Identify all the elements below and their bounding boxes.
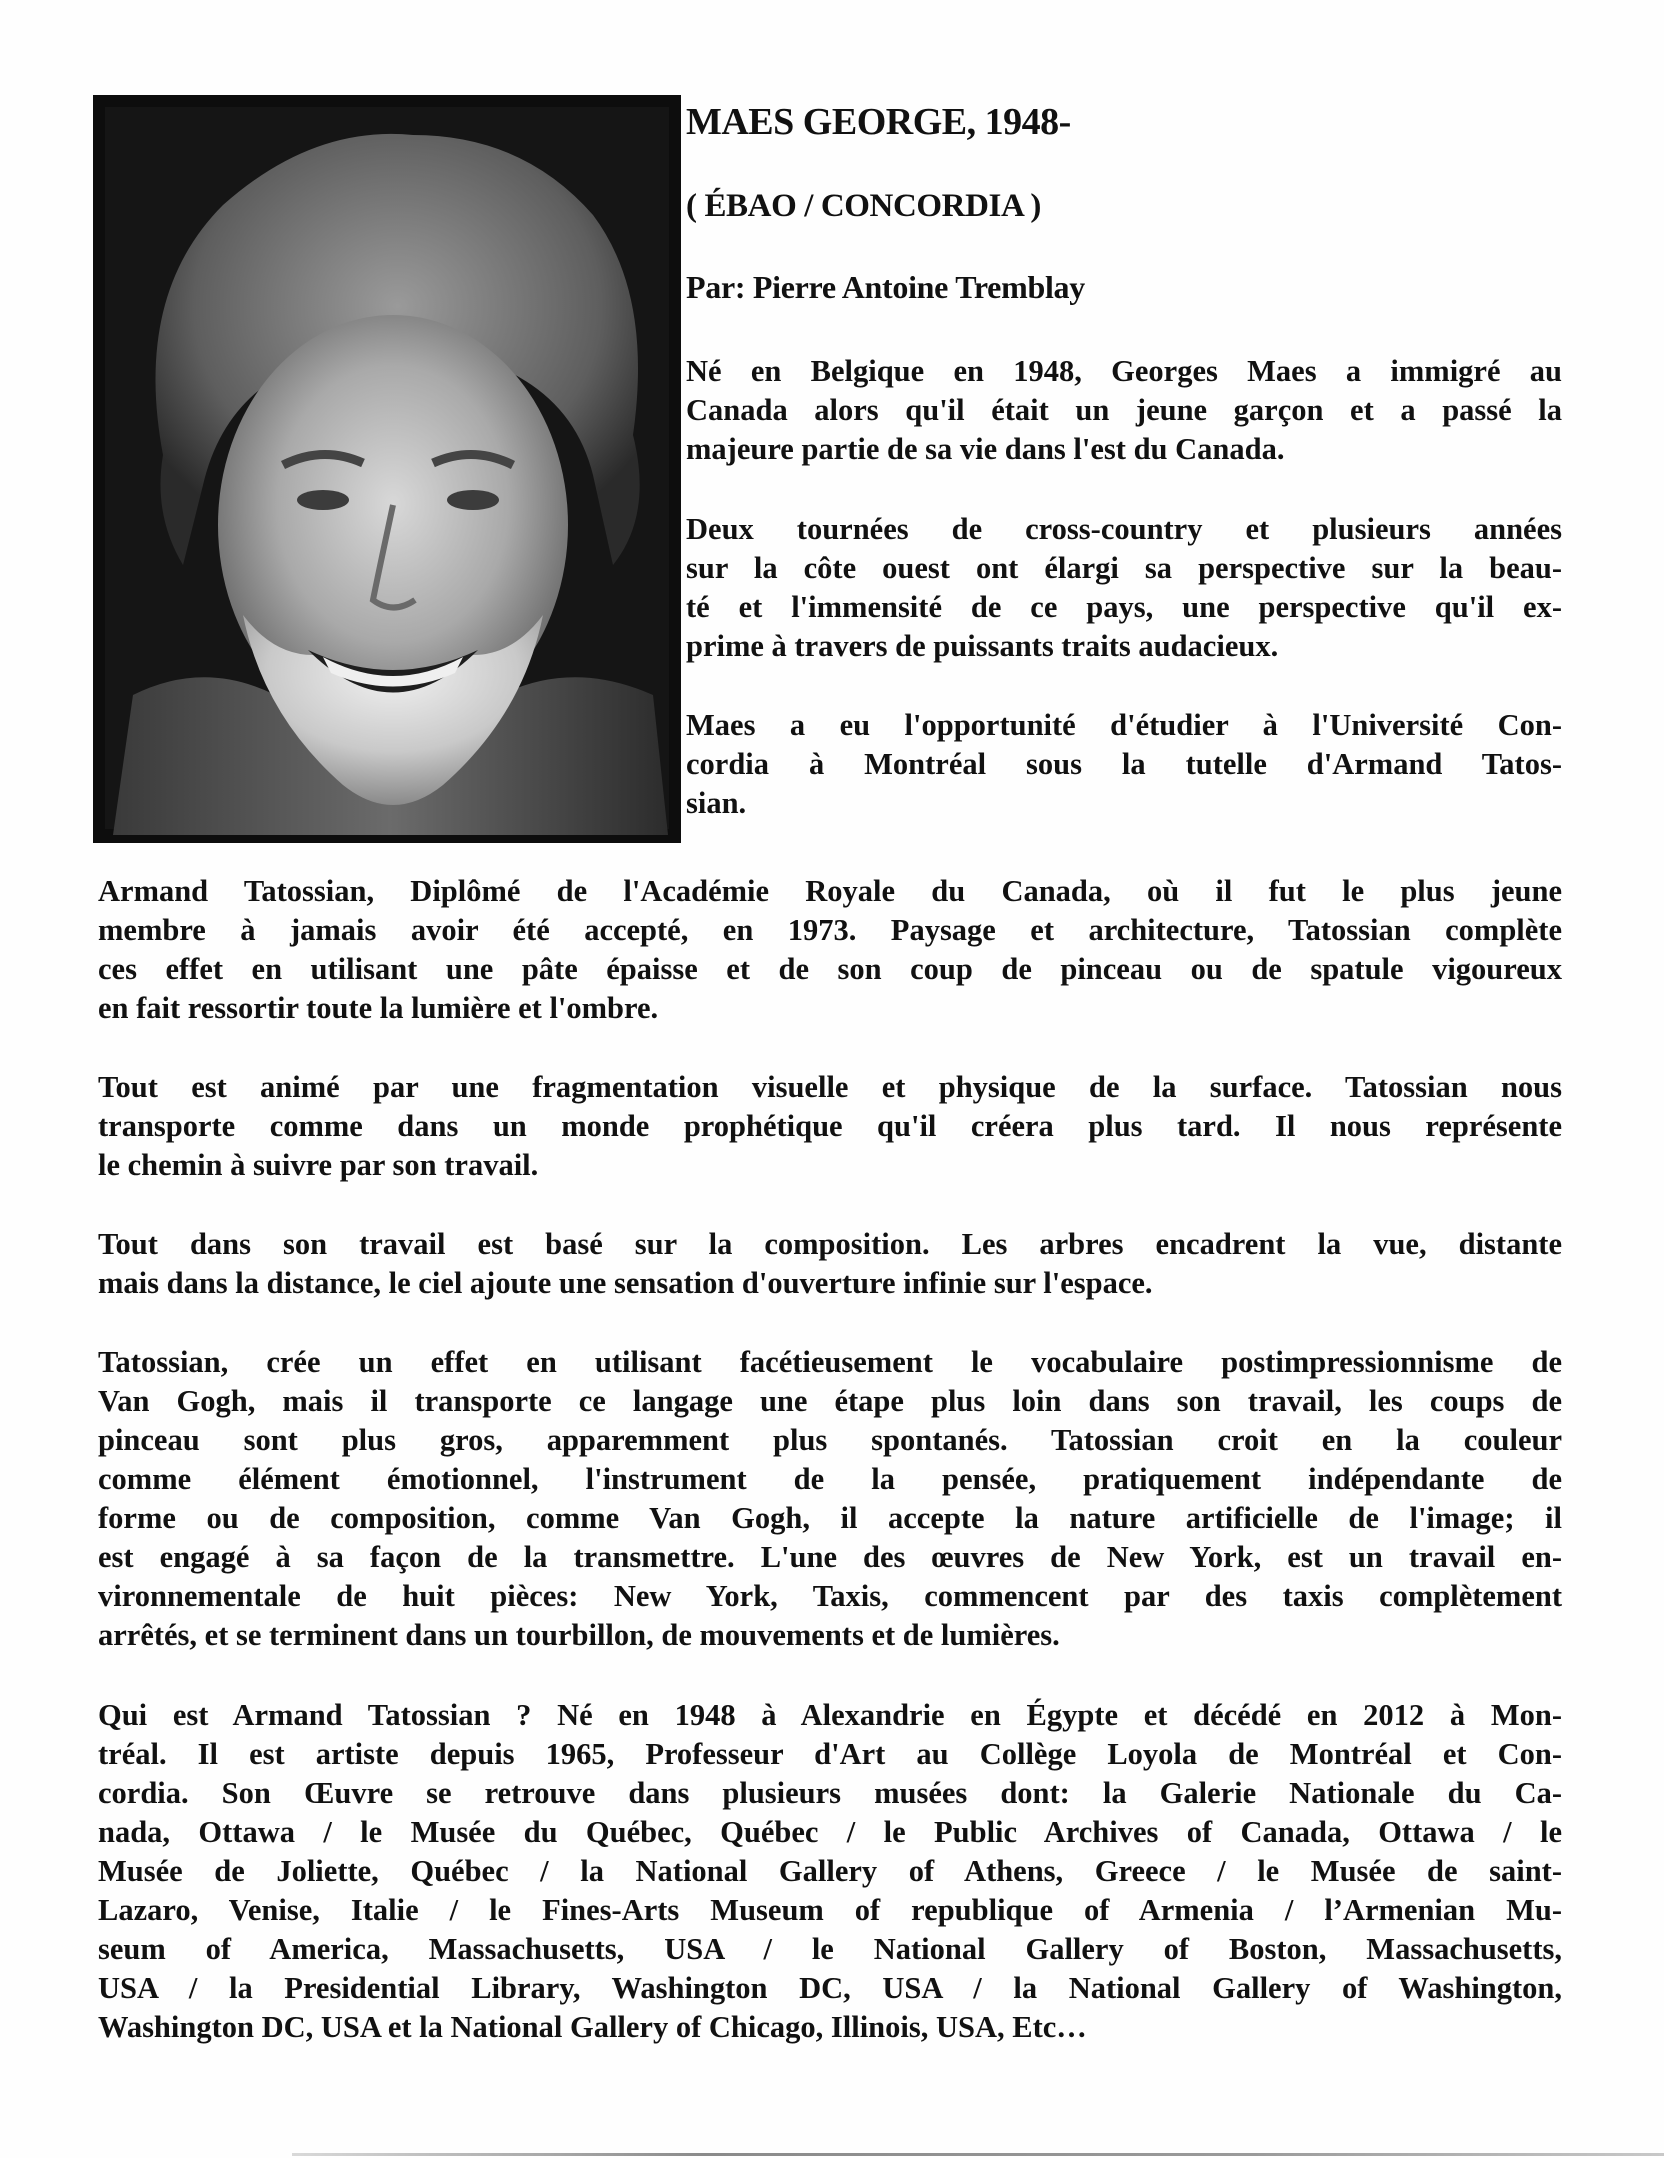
portrait-photo-icon	[93, 95, 681, 843]
text-line: sian.	[686, 786, 747, 820]
paragraph-who-is-tatossian	[98, 1696, 1562, 2047]
text-line: Maes a eu l'opportunité d'étudier à l'Université Con-	[686, 708, 1562, 742]
text-line: Qui est Armand Tatossian ? Né en 1948 à Alexandrie en Égypte et décédé en 2012 à Mon-	[98, 1698, 1562, 1732]
text-line: mais dans la distance, le ciel ajoute une sensation d'ouverture infinie sur l'espace.	[98, 1266, 1153, 1300]
text-line: Tout est animé par une fragmentation visuelle et physique de la surface. Tatossian nous	[98, 1070, 1562, 1104]
text-line: arrêtés, et se terminent dans un tourbillon, de mouvements et de lumières.	[98, 1618, 1060, 1652]
text-line: en fait ressortir toute la lumière et l'ombre.	[98, 991, 659, 1025]
text-line: Washington DC, USA et la National Gallery of Chicago, Illinois, USA, Etc…	[98, 2010, 1087, 2044]
text-line: seum of America, Massachusetts, USA / le National Gallery of Boston, Massachusetts,	[98, 1932, 1562, 1966]
text-line: tréal. Il est artiste depuis 1965, Professeur d'Art au Collège Loyola de Montréal et Con-	[98, 1737, 1562, 1771]
paragraph-van-gogh	[98, 1343, 1562, 1655]
text-line: Armand Tatossian, Diplômé de l'Académie Royale du Canada, où il fut le plus jeune	[98, 874, 1562, 908]
text-line: Van Gogh, mais il transporte ce langage une étape plus loin dans son travail, les coups de	[98, 1384, 1562, 1418]
text-line: ces effet en utilisant une pâte épaisse et de son coup de pinceau ou de spatule vigoureux	[98, 952, 1562, 986]
paragraph-composition	[98, 1225, 1562, 1303]
text-line: membre à jamais avoir été accepté, en 1973. Paysage et architecture, Tatossian complète	[98, 913, 1562, 947]
text-line: Tatossian, crée un effet en utilisant facétieusement le vocabulaire postimpressionnisme de	[98, 1345, 1562, 1379]
text-line: est engagé à sa façon de la transmettre. L'une des œuvres de New York, est un travail en-	[98, 1540, 1562, 1574]
text-line: nada, Ottawa / le Musée du Québec, Québec / le Public Archives of Canada, Ottawa / le	[98, 1815, 1562, 1849]
text-line: prime à travers de puissants traits audacieux.	[686, 629, 1279, 663]
paragraph-fragmentation	[98, 1068, 1562, 1185]
paragraph-studies	[686, 706, 1562, 823]
text-line: Lazaro, Venise, Italie / le Fines-Arts Museum of republique of Armenia / l’Armenian Mu-	[98, 1893, 1562, 1927]
page-title: MAES GEORGE, 1948-	[686, 101, 1071, 143]
text-line: USA / la Presidential Library, Washington DC, USA / la National Gallery of Washington,	[98, 1971, 1562, 2005]
text-line: té et l'immensité de ce pays, une perspective qu'il ex-	[686, 590, 1562, 624]
text-line: le chemin à suivre par son travail.	[98, 1148, 539, 1182]
paragraph-birth	[686, 352, 1562, 469]
portrait-photo	[93, 95, 681, 843]
text-line: Canada alors qu'il était un jeune garçon et a passé la	[686, 393, 1562, 427]
text-line: majeure partie de sa vie dans l'est du Canada.	[686, 432, 1285, 466]
text-line: Deux tournées de cross-country et plusieurs années	[686, 512, 1562, 546]
text-line: vironnementale de huit pièces: New York, Taxis, commencent par des taxis complètement	[98, 1579, 1562, 1613]
text-line: transporte comme dans un monde prophétique qu'il créera plus tard. Il nous représente	[98, 1109, 1562, 1143]
text-line: cordia. Son Œuvre se retrouve dans plusieurs musées dont: la Galerie Nationale du Ca-	[98, 1776, 1562, 1810]
text-line: Musée de Joliette, Québec / la National Gallery of Athens, Greece / le Musée de saint-	[98, 1854, 1562, 1888]
text-line: cordia à Montréal sous la tutelle d'Armand Tatos-	[686, 747, 1562, 781]
page-subtitle: ( ÉBAO / CONCORDIA )	[686, 188, 1042, 224]
text-line: Né en Belgique en 1948, Georges Maes a immigré au	[686, 354, 1562, 388]
text-line: sur la côte ouest ont élargi sa perspective sur la beau-	[686, 551, 1562, 585]
text-line: comme élément émotionnel, l'instrument de la pensée, pratiquement indépendante de	[98, 1462, 1562, 1496]
scan-edge-divider	[292, 2153, 1664, 2156]
text-line: forme ou de composition, comme Van Gogh, il accepte la nature artificielle de l'image; il	[98, 1501, 1562, 1535]
author-line: Par: Pierre Antoine Tremblay	[686, 269, 1085, 305]
text-line: Tout dans son travail est basé sur la composition. Les arbres encadrent la vue, distante	[98, 1227, 1562, 1261]
text-line: pinceau sont plus gros, apparemment plus spontanés. Tatossian croit en la couleur	[98, 1423, 1562, 1457]
paragraph-tatossian-diploma	[98, 872, 1562, 1028]
paragraph-travels	[686, 510, 1562, 666]
